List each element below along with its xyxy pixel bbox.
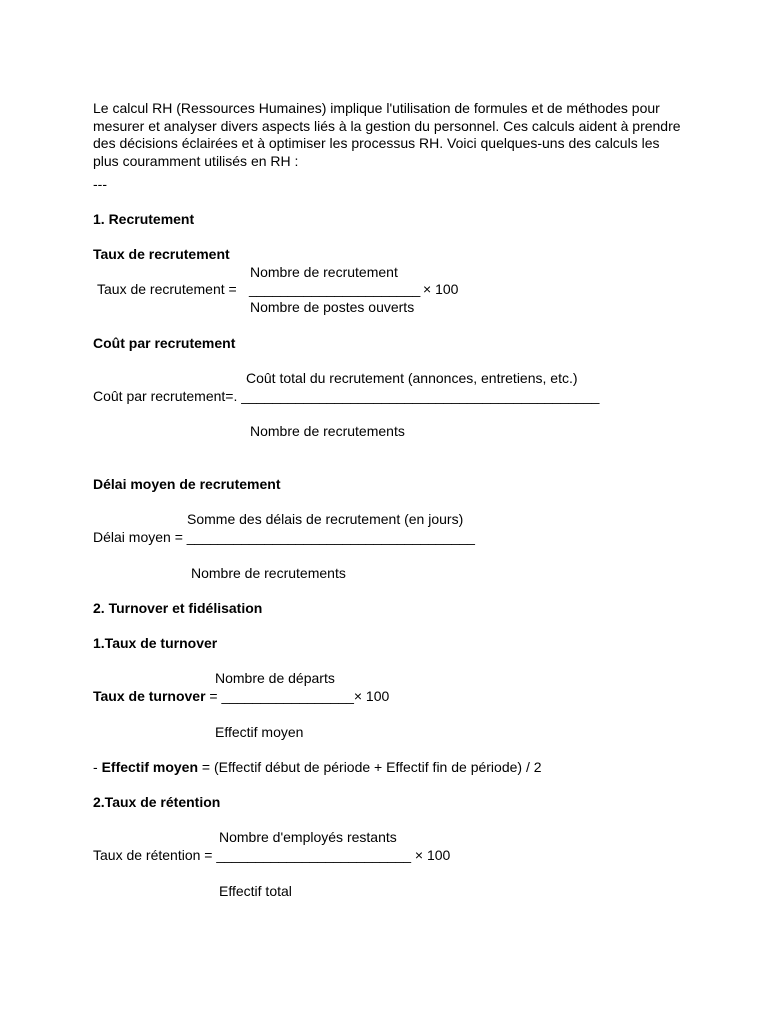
intro-paragraph: Le calcul RH (Ressources Humaines) implique l'utilisation de formules et de méthodes pour mesurer et analyser divers aspects liés à la gestion du personnel. Ces calculs aident à prendre des décisions éclairées et à optimiser les processus RH. Voici quelques-uns des calculs les plus couramment utilisés en RH : [93,100,681,169]
taux-recrutement-fraction-bar: ______________________ [249,281,421,297]
effectif-moyen-note [93,759,542,776]
taux-retention-formula-line: Taux de rétention = _________________________ × 100 [93,847,451,863]
cout-recrutement-denominator: Nombre de recrutements [250,423,405,439]
taux-turnover-label: Taux de turnover [93,688,206,704]
taux-recrutement-denominator: Nombre de postes ouverts [250,299,415,315]
taux-turnover-formula-rest: = _________________× 100 [205,688,390,704]
taux-recrutement-multiplier: × 100 [423,281,459,297]
effectif-moyen-formula: = (Effectif début de période + Effectif fin de période) / 2 [198,759,542,775]
note-dash: - [93,759,102,775]
taux-retention-title: 2.Taux de rétention [93,794,221,810]
delai-moyen-numerator: Somme des délais de recrutement (en jours) [187,511,464,527]
section-heading-recrutement: 1. Recrutement [93,211,195,227]
cout-recrutement-title: Coût par recrutement [93,335,236,351]
taux-turnover-title: 1.Taux de turnover [93,635,218,651]
cout-recrutement-formula-line: Coût par recrutement=. ______________________________________________ [93,388,600,404]
section-heading-turnover: 2. Turnover et fidélisation [93,600,263,616]
taux-retention-denominator: Effectif total [219,883,292,899]
taux-turnover-denominator: Effectif moyen [215,724,304,740]
taux-recrutement-numerator: Nombre de recrutement [250,264,398,280]
separator: --- [93,176,107,192]
taux-retention-numerator: Nombre d'employés restants [219,829,397,845]
delai-moyen-formula-line: Délai moyen = _____________________________________ [93,529,475,545]
effectif-moyen-label: Effectif moyen [101,759,199,775]
delai-moyen-title: Délai moyen de recrutement [93,476,281,492]
taux-recrutement-title: Taux de recrutement [93,246,230,262]
cout-recrutement-numerator: Coût total du recrutement (annonces, entretiens, etc.) [246,370,578,386]
taux-recrutement-lhs: Taux de recrutement = [97,281,237,297]
delai-moyen-denominator: Nombre de recrutements [191,565,346,581]
taux-turnover-formula-line [93,688,389,705]
taux-turnover-numerator: Nombre de départs [215,670,335,686]
